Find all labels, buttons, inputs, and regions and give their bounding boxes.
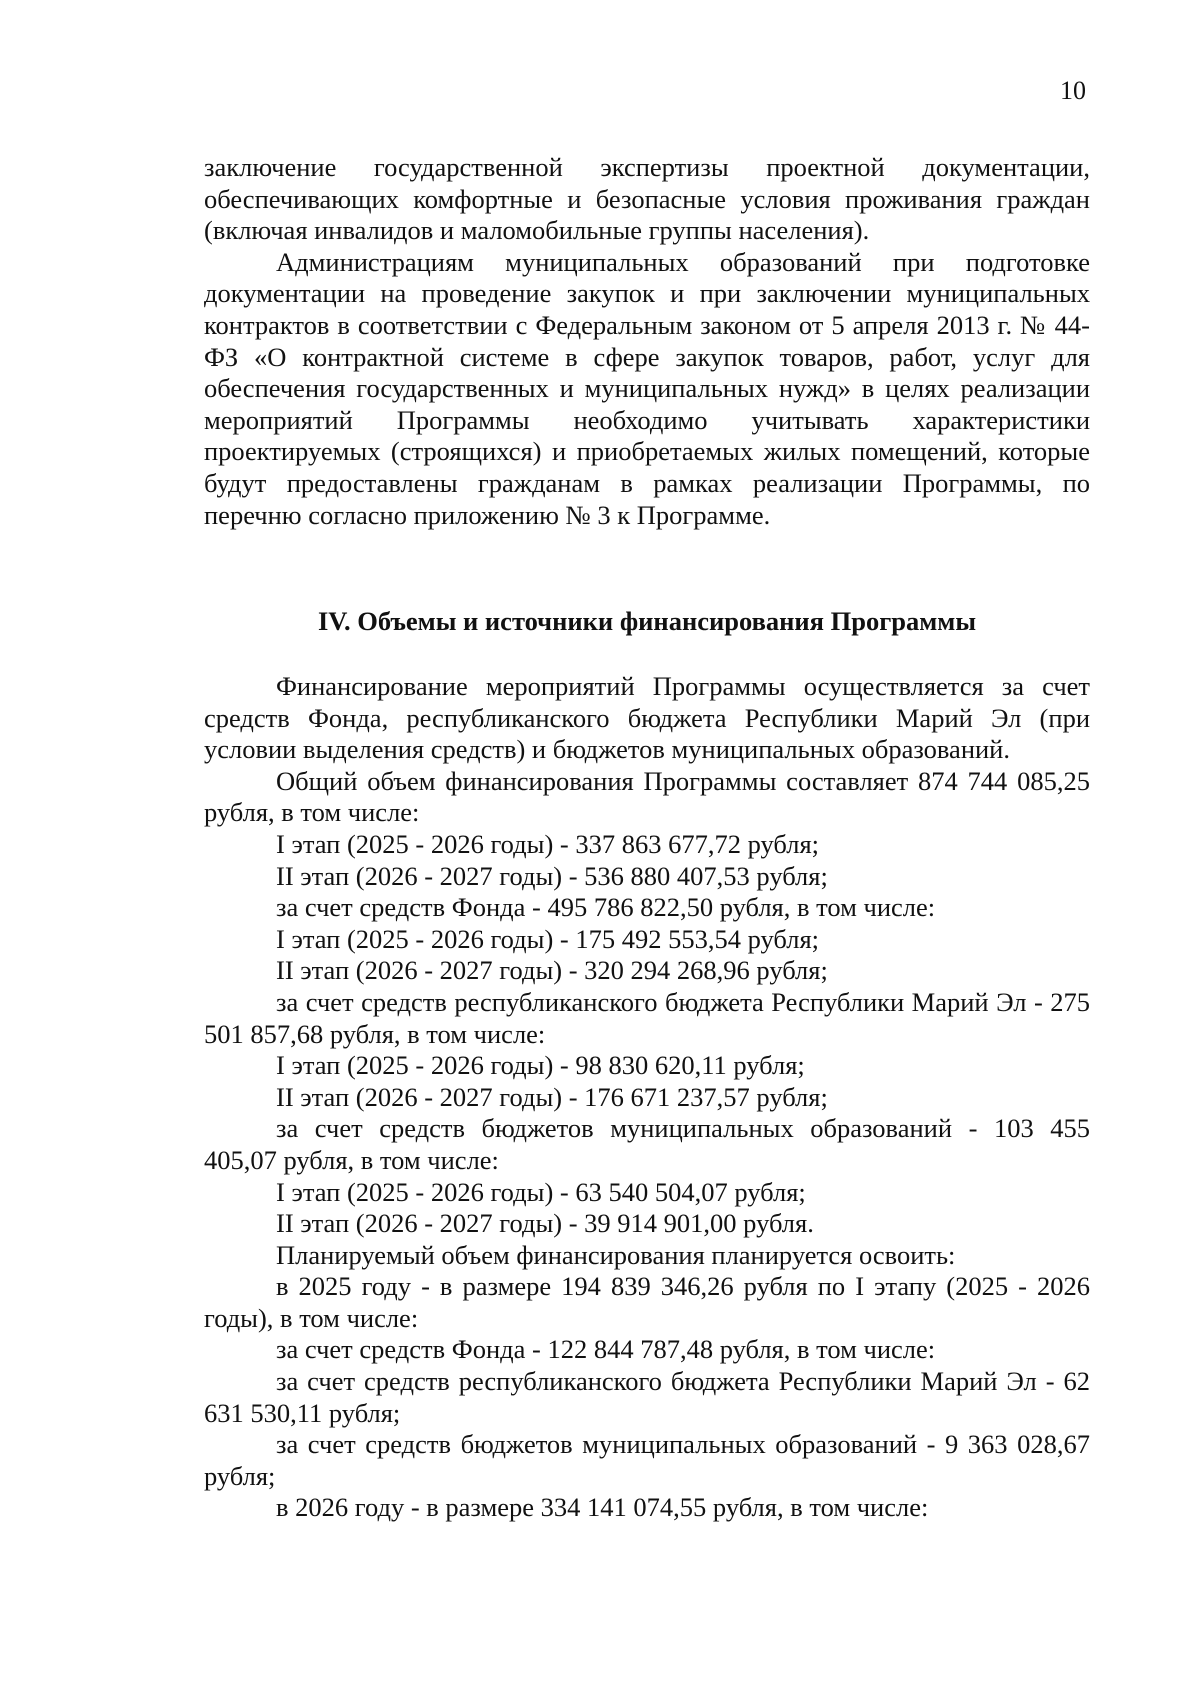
financing-planned: Планируемый объем финансирования планируется освоить: [276,1239,956,1270]
page-number: 10 [1060,76,1086,105]
financing-2025-municipal: за счет средств бюджетов муниципальных образований - 9 363 028,67 рубля; [204,1429,1090,1491]
financing-2025-fund: за счет средств Фонда - 122 844 787,48 рубля, в том числе: [276,1334,936,1365]
body-text-top [204,152,1090,531]
financing-republic-stage-2: II этап (2026 - 2027 годы) - 176 671 237,57 рубля; [276,1081,828,1112]
paragraph-procurement: Администрациям муниципальных образований при подготовке документации на проведение закупок и при заключении муниципальных контрактов в соответствии с Федеральным законом от 5 апреля 2013 г. № 44-ФЗ «О контрактной системе в сфере закупок товаров, работ, услуг для обеспечения государственных и муниципальных нужд» в целях реализации мероприятий Программы необходимо учитывать характеристики проектируемых (строящихся) и приобретаемых жилых помещений, которые будут предоставлены гражданам в рамках реализации Программы, по перечню согласно приложению № 3 к Программе. [204,246,1090,530]
financing-republic: за счет средств республиканского бюджета Республики Марий Эл - 275 501 857,68 рубля, в том числе: [204,986,1090,1049]
financing-total-stage-1: I этап (2025 - 2026 годы) - 337 863 677,72 рубля; [276,828,820,859]
financing-intro: Финансирование мероприятий Программы осуществляется за счет средств Фонда, республиканского бюджета Республики Марий Эл (при условии выделения средств) и бюджетов муниципальных образований. [204,671,1090,765]
financing-total: Общий объем финансирования Программы составляет 874 744 085,25 рубля, в том числе: [204,765,1090,828]
financing-fund: за счет средств Фонда - 495 786 822,50 рубля, в том числе: [276,892,936,923]
financing-section [204,671,1090,1524]
financing-total-stage-2: II этап (2026 - 2027 годы) - 536 880 407,53 рубля; [276,860,828,891]
section-heading: IV. Объемы и источники финансирования Программы [317,606,977,636]
financing-republic-stage-1: I этап (2025 - 2026 годы) - 98 830 620,11 рубля; [276,1050,805,1081]
financing-municipal: за счет средств бюджетов муниципальных образований - 103 455 405,07 рубля, в том числе: [204,1113,1090,1175]
financing-2025-republic: за счет средств республиканского бюджета Республики Марий Эл - 62 631 530,11 рубля; [204,1366,1090,1428]
financing-municipal-stage-2: II этап (2026 - 2027 годы) - 39 914 901,00 рубля. [276,1208,814,1239]
financing-2026: в 2026 году - в размере 334 141 074,55 рубля, в том числе: [276,1492,929,1523]
financing-2025: в 2025 году - в размере 194 839 346,26 рубля по I этапу (2025 - 2026 годы), в том числе: [204,1271,1090,1333]
financing-municipal-stage-1: I этап (2025 - 2026 годы) - 63 540 504,07 рубля; [276,1176,806,1207]
financing-fund-stage-1: I этап (2025 - 2026 годы) - 175 492 553,54 рубля; [276,923,820,954]
paragraph-continued: заключение государственной экспертизы проектной документации, обеспечивающих комфортные и безопасные условия проживания граждан (включая инвалидов и маломобильные группы населения). [204,152,1090,246]
financing-fund-stage-2: II этап (2026 - 2027 годы) - 320 294 268,96 рубля; [276,955,828,986]
